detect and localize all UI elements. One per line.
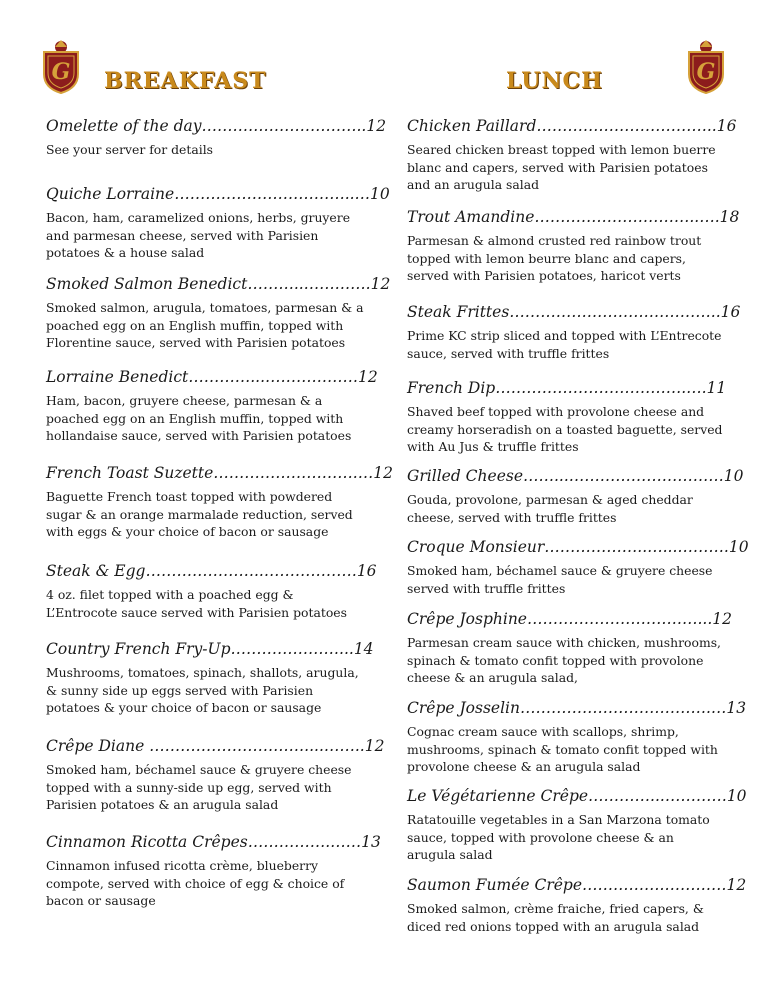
svg-text:G: G [696,59,716,85]
item-title: Saumon Fumée Crêpe…………….…………12 [407,876,747,894]
item-description: Parmesan & almond crusted red rainbow trout topped with lemon beurre blanc and capers, served with Parisien potatoes, haricot verts [407,233,702,283]
item-title: Steak Frittes…………………………………..16 [407,303,741,321]
item-description: Smoked ham, béchamel sauce & gruyere cheese topped with a sunny-side up egg, served with Parisien potatoes & an arugula salad [46,762,352,812]
item-description: 4 oz. filet topped with a poached egg & L’Entrocote sauce served with Parisien potatoes [46,587,347,620]
menu-item [46,463,393,541]
lunch-title: LUNCH [506,68,603,94]
menu-item [46,274,391,352]
item-description: Seared chicken breast topped with lemon buerre blanc and capers, served with Parisien potatoes and an arugula salad [407,142,716,192]
menu-item [407,875,747,935]
item-description: Cognac cream sauce with scallops, shrimp, mushrooms, spinach & tomato confit topped with provolone cheese & an arugula salad [407,724,718,774]
item-description: Smoked ham, béchamel sauce & gruyere cheese served with truffle frittes [407,563,713,596]
svg-text:G: G [51,59,71,85]
item-title: Croque Monsieur………………..…...……….10 [407,538,749,556]
menu-item [46,832,381,910]
item-title: Steak & Egg…………………..………………16 [46,562,377,580]
menu-item [407,698,747,776]
item-title: Crêpe Josphine……………………………...12 [407,610,732,628]
item-title: Grilled Cheese……...…………………………10 [407,467,744,485]
item-description: Cinnamon infused ricotta crème, blueberry compote, served with choice of egg & choice of bacon or sausage [46,858,345,908]
item-description: Prime KC strip sliced and topped with L’Entrecote sauce, served with truffle frittes [407,328,722,361]
item-description: Ham, bacon, gruyere cheese, parmesan & a poached egg on an English muffin, topped with hollandaise sauce, served with Parisien potatoes [46,393,352,443]
item-description: Mushrooms, tomatoes, spinach, shallots, arugula, & sunny side up eggs served with Parisien potatoes & your choice of bacon or sausage [46,665,359,715]
menu-item [407,466,744,526]
menu-item [46,736,385,814]
item-title: Crêpe Diane …………………………....……..12 [46,737,385,755]
item-description: Shaved beef topped with provolone cheese and creamy horseradish on a toasted baguette, served with Au Jus & truffle frittes [407,404,723,454]
item-title: Trout Amandine…………………………..….18 [407,208,740,226]
item-title: Le Végétarienne Crêpe…………...…………10 [407,787,747,805]
menu-item [46,561,377,621]
menu-item [46,367,378,445]
crest-logo-left-icon [40,38,82,94]
item-title: Country French Fry-Up…………………...14 [46,640,374,658]
item-description: Smoked salmon, crème fraiche, fried capers, & diced red onions topped with an arugula salad [407,901,704,934]
item-description: Gouda, provolone, parmesan & aged cheddar cheese, served with truffle frittes [407,492,693,525]
item-description: Ratatouille vegetables in a San Marzona tomato sauce, topped with provolone cheese & an arugula salad [407,812,710,862]
item-description: Smoked salmon, arugula, tomatoes, parmesan & a poached egg on an English muffin, topped with Florentine sauce, served with Parisien potatoes [46,300,364,350]
item-title: French Dip……………………………….….11 [407,379,727,397]
item-description: Baguette French toast topped with powdered sugar & an orange marmalade reduction, served with eggs & your choice of bacon or sausage [46,489,353,539]
menu-item [407,537,749,597]
menu-item [407,609,732,687]
item-description: Bacon, ham, caramelized onions, herbs, gruyere and parmesan cheese, served with Parisien potatoes & a house salad [46,210,351,260]
menu-item [46,639,374,717]
item-description: See your server for details [46,142,214,157]
item-title: Lorraine Benedict…………...………………12 [46,368,378,386]
menu-item [407,786,747,864]
menu-item [407,116,737,194]
item-title: Quiche Lorraine……………………………..…10 [46,185,390,203]
breakfast-title: BREAKFAST [104,68,267,94]
item-title: Smoked Salmon Benedict………..………….12 [46,275,391,293]
menu-item [407,207,740,285]
item-title: French Toast Suzette……………………….…12 [46,464,393,482]
menu-item [46,116,387,159]
item-title: Omelette of the day…………………………..12 [46,117,387,135]
crest-logo-right-icon [685,38,727,94]
menu-item [407,302,741,362]
menu-item [407,378,725,456]
menu-item [46,184,390,262]
item-title: Crêpe Josselin……………………………….…13 [407,699,747,717]
item-description: Parmesan cream sauce with chicken, mushrooms, spinach & tomato confit topped with provolone cheese & an arugula salad, [407,635,721,685]
item-title: Cinnamon Ricotta Crêpes…………….……13 [46,833,381,851]
item-title: Chicken Paillard……………………………..16 [407,117,737,135]
